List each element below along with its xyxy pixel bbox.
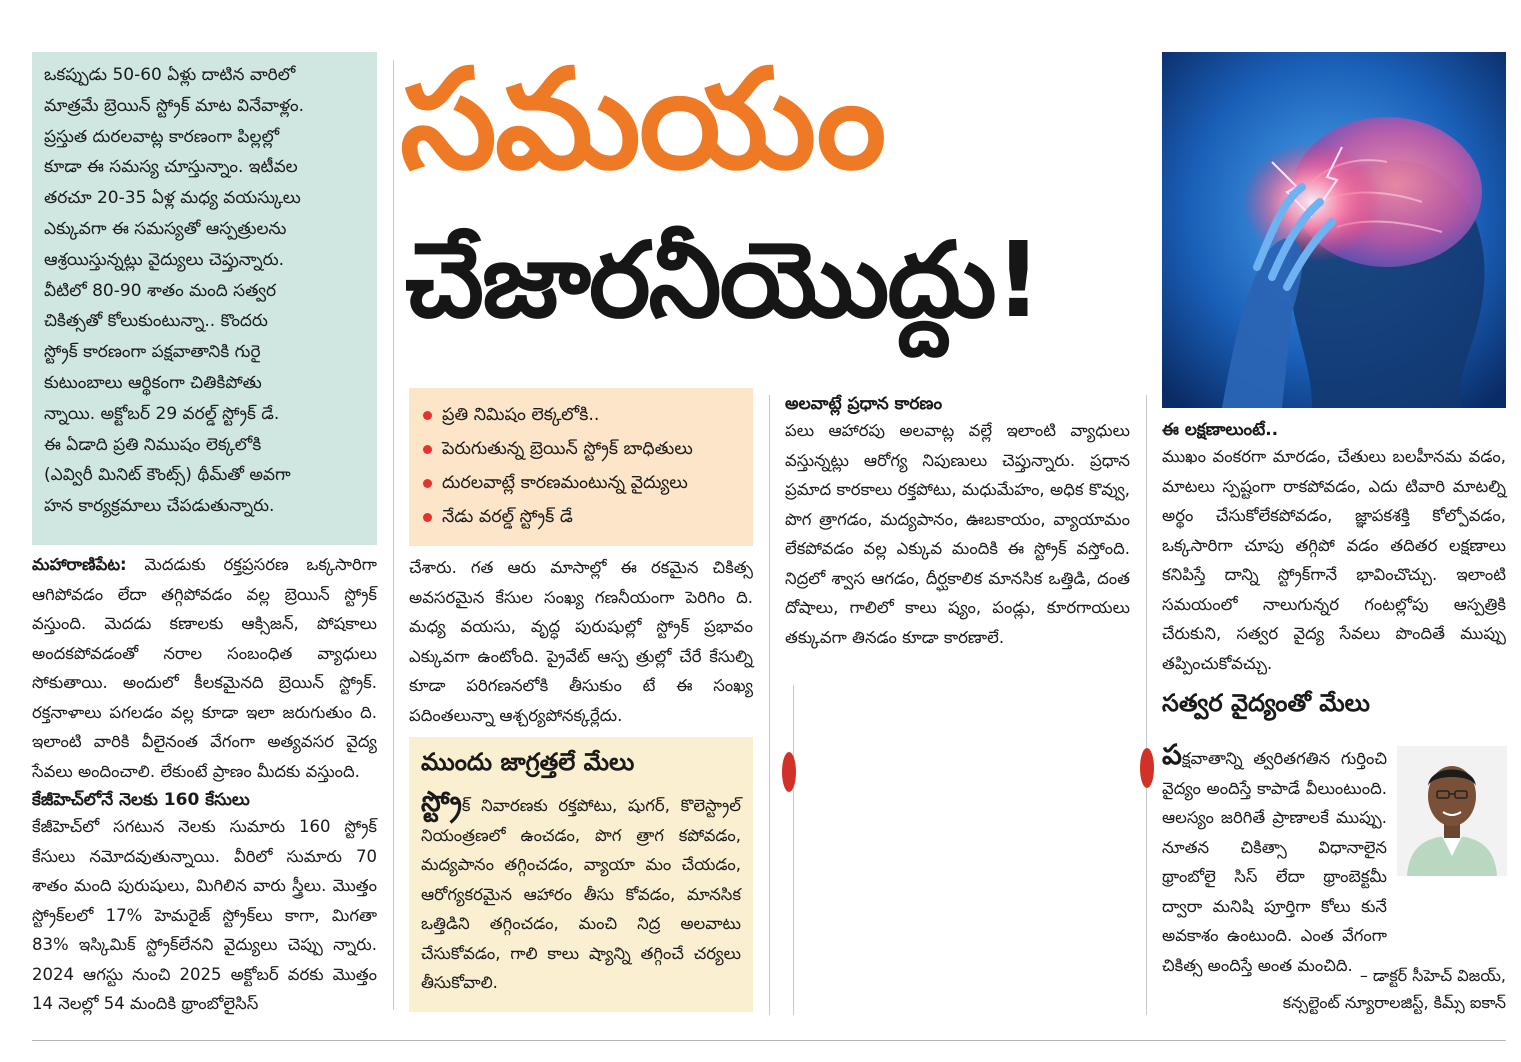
brain-stroke-image — [1162, 52, 1506, 408]
dateline: మహారాణిపేట: — [32, 555, 127, 574]
symptoms-section — [1162, 418, 1506, 678]
kgh-body: కేజీహెచ్‌లో సగటున నెలకు సుమారు 160 స్ట్రోక్ కేసులు నమోదవుతున్నాయి. వీరిలో సుమారు 70 శాతం మంది పురుషులు, మిగిలిన వారు స్త్రీలు. మొత్తం స్ట్రోక్‌లలో 17% హెమరైజ్ స్ట్రోక్‌లు కాగా, మిగతా 83% ఇస్కిమిక్ స్ట్రోక్‌లేనని వైద్యులు చెప్పు న్నారు. 2024 ఆగస్టు నుంచి 2025 అక్టోబర్ వరకు మొత్తం 14 నెలల్లో 54 మందికి థ్రాంబోలైసిస్ — [32, 817, 377, 1013]
doctor-name: – డాక్టర్ సీహెచ్ విజయ్, — [1359, 966, 1506, 985]
column-1 — [32, 550, 377, 1019]
list-item: పెరుగుతున్న బ్రెయిన్ స్ట్రోక్ బాధితులు — [421, 432, 741, 466]
page-edge-mark — [782, 752, 796, 792]
quick-care-section — [1162, 686, 1506, 730]
bullet-dot-icon — [423, 411, 432, 420]
precautions-body: స్ట్రోక్ నివారణకు రక్తపోటు, షుగర్, కొలెస్ట్రాల్ నియంత్రణలో ఉంచడం, పొగ త్రాగ కపోవడం, మద్యపానం తగ్గించడం, వ్యాయా మం చేయడం, ఆరోగ్యకరమైన ఆహారం తీసు కోవడం, మానసిక ఒత్తిడిని తగ్గించడం, మంచి నిద్ర అలవాటు చేసుకోవడం, గాలి కాలు ష్యాన్ని తగ్గించే చర్యలు తీసుకోవాలి. — [421, 785, 741, 992]
dropcap: స్ట్రో — [421, 785, 462, 818]
list-item: నేడు వరల్డ్ స్ట్రోక్ డే — [421, 500, 741, 534]
bottom-rule — [32, 1040, 1506, 1041]
doctor-photo — [1397, 746, 1507, 876]
kgh-subhead: కేజీహెచ్‌లోనే నెలకు 160 కేసులు — [32, 790, 250, 810]
symptoms-body: ముఖం వంకరగా మారడం, చేతులు బలహీనమ వడం, మాటలు స్పష్టంగా రాకపోవడం, ఎదు టివారి మాటల్ని అర్థం చేసుకోలేకపోవడం, జ్ఞాపకశక్తి కోల్పోవడం, ఒక్కసారిగా చూపు తగ్గిపో వడం తదితర లక్షణాలు కనిపిస్తే దాన్ని స్ట్రోక్‌గానే భావించొచ్చు. ఇలాంటి సమయంలో నాలుగున్నర గంటల్లోపు ఆస్పత్రికి చేరుకుని, సత్వర వైద్య సేవలు పొందితే ముప్పు తప్పించుకోవచ్చు. — [1162, 447, 1506, 673]
list-item: దురలవాట్లే కారణమంటున్న వైద్యులు — [421, 466, 741, 500]
column-divider — [793, 685, 794, 1015]
symptoms-title: ఈ లక్షణాలుంటే.. — [1162, 420, 1279, 440]
habits-body: పలు ఆహారపు అలవాట్ల వల్లే ఇలాంటి వ్యాధులు వస్తున్నట్లు ఆరోగ్య నిపుణులు చెప్తున్నారు. ప్రధాన ప్రమాద కారకాలు రక్తపోటు, మధుమేహం, అధిక కొవ్వు, పొగ త్రాగడం, మద్యపానం, ఊబకాయం, వ్యాయామం లేకపోవడం వల్ల ఎక్కువ మందికి ఈ స్ట్రోక్ వస్తోంది. నిద్రలో శ్వాస ఆగడం, దీర్ఘకాలిక మానసిక ఒత్తిడి, దంత దోషాలు, గాలిలో కాలు ష్యం, పండ్లు, కూరగాయలు తక్కువగా తినడం కూడా కారణాలే. — [785, 421, 1130, 647]
habits-section — [785, 392, 1130, 652]
intro-box — [32, 52, 377, 545]
column-divider — [769, 395, 770, 1015]
highlights-list — [421, 398, 741, 534]
bullet-dot-icon — [423, 445, 432, 454]
precautions-title: ముందు జాగ్రత్తలే మేలు — [421, 748, 635, 776]
column-2 — [409, 553, 753, 730]
quick-care-body: పక్షవాతాన్ని త్వరితగతిన గుర్తించి వైద్యం అందిస్తే కాపాడే వీలుంటుంది. ఆలస్యం జరిగితే ప్రాణాలకే ముప్పు. నూతన చికిత్సా విధానాలైన థ్రాంబోలై సిస్ లేదా థ్రాంబెక్టమీ ద్వారా మనిషి పూర్తిగా కోలు కునే అవకాశం ఉంటుంది. ఎంత వేగంగా చికిత్స అందిస్తే అంత మంచిది. — [1162, 738, 1387, 975]
highlights-box — [409, 388, 753, 546]
dropcap: ప — [1162, 738, 1182, 771]
column-1-body: మహారాణిపేట: మెదడుకు రక్తప్రసరణ ఒక్కసారిగా ఆగిపోవడం లేదా తగ్గిపోవడం వల్ల బ్రెయిన్ స్ట్రోక్ వస్తుంది. మెదడు కణాలకు ఆక్సిజన్, పోషకాలు అందకపోవడంతో నరాల సంబంధిత వ్యాధులు సోకుతాయి. అందులో కీలకమైనది బ్రెయిన్ స్ట్రోక్. రక్తనాళాలు పగలడం వల్ల కూడా ఇలా జరుగుతుం ది. ఇలాంటి వారికి వీలైనంత వేగంగా అత్యవసర వైద్య సేవలు అందించాలి. లేకుంటే ప్రాణం మీదకు వస్తుంది. — [32, 555, 377, 781]
precautions-box — [409, 737, 753, 1012]
list-item: ప్రతి నిమిషం లెక్కలోకి.. — [421, 398, 741, 432]
doctor-designation: కన్సల్టెంట్ న్యూరాలజిస్ట్, కిమ్స్ ఐకాన్ — [1282, 993, 1506, 1012]
intro-text: ఒకప్పుడు 50-60 ఏళ్లు దాటిన వారిలో మాత్రమే బ్రెయిన్ స్ట్రోక్ మాట వినేవాళ్లం. ప్రస్తుత దురలవాట్ల కారణంగా పిల్లల్లో కూడా ఈ సమస్య చూస్తున్నాం. ఇటీవల తరచూ 20-35 ఏళ్ల మధ్య వయస్కులు ఎక్కువగా ఈ సమస్యతో ఆస్పత్రులను ఆశ్రయిస్తున్నట్లు వైద్యులు చెప్తున్నారు. వీటిలో 80-90 శాతం మంది సత్వర చికిత్సతో కోలుకుంటున్నా.. కొందరు స్ట్రోక్ కారణంగా పక్షవాతానికి గురై కుటుంబాలు ఆర్థికంగా చితికిపోతు న్నాయి. అక్టోబర్ 29 వరల్డ్ స్ట్రోక్ డే. ఈ ఏడాది ప్రతి నిముషం లెక్కలోకి (ఎవ్విరీ మినిట్ కౌంట్స్) థీమ్‌తో అవగా హన కార్యక్రమాలు చేపడుతున్నారు. — [44, 65, 305, 517]
column-divider — [393, 60, 394, 1010]
signature — [1162, 962, 1506, 1016]
habits-title: అలవాట్లే ప్రధాన కారణం — [785, 394, 943, 414]
headline-line-2: చేజారనీయొద్దు! — [405, 219, 1041, 341]
column-divider — [1146, 395, 1147, 1015]
headline-line-1: సమయం — [400, 39, 885, 200]
column-2-body: చేశారు. గత ఆరు మాసాల్లో ఈ రకమైన చికిత్స అవసరమైన కేసుల సంఖ్య గణనీయంగా పెరిగిం ది. మధ్య వయసు, వృద్ధ పురుషుల్లో స్ట్రోక్ ప్రభావం ఎక్కువగా ఉంటోంది. ప్రైవేట్ ఆస్ప త్రుల్లో చేరే కేసుల్ని కూడా పరిగణనలోకి తీసుకుం టే ఈ సంఖ్య పదింతలున్నా ఆశ్చర్యపోనక్కర్లేదు. — [409, 558, 753, 725]
bullet-dot-icon — [423, 479, 432, 488]
quick-care-body-top — [1162, 740, 1387, 980]
bullet-dot-icon — [423, 513, 432, 522]
page-edge-mark — [1140, 748, 1154, 788]
quick-care-title: సత్వర వైద్యంతో మేలు — [1162, 689, 1370, 717]
